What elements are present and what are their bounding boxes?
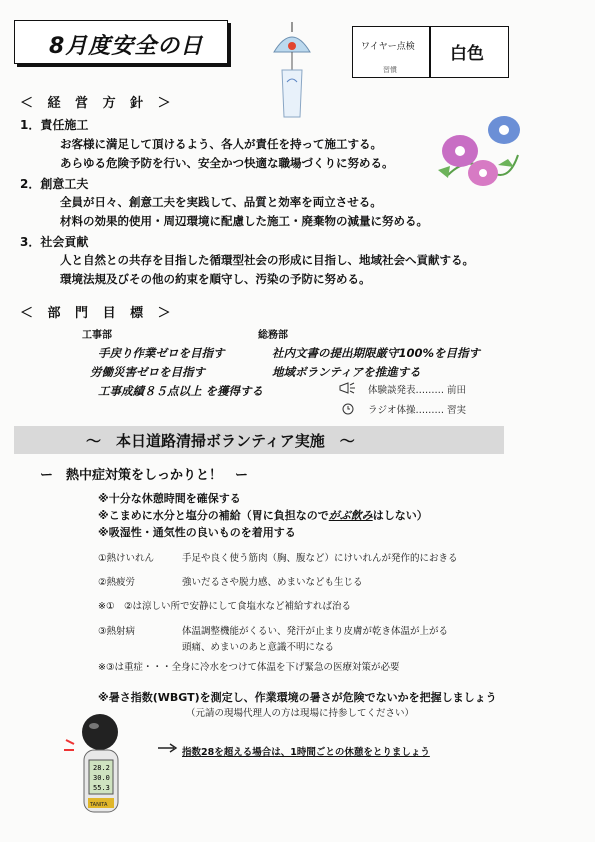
- note-speech: 体験談発表……… 前田: [368, 385, 467, 396]
- policy-item-3-line-2: 環境法規及びその他の約束を順守し、汚染の予防に努める。: [60, 272, 371, 286]
- wire-check-label: ワイヤー点検: [361, 42, 415, 52]
- megaphone-icon: [338, 381, 356, 395]
- dept-soumu-name: 総務部: [258, 330, 288, 341]
- soumu-goal-1: 社内文書の提出期限厳守100%を目指す: [272, 346, 481, 360]
- policy-item-3-head: 3．社会貢献: [20, 235, 89, 249]
- kouji-goal-1: 手戻り作業ゼロを目指す: [98, 346, 225, 360]
- heat-bullet-3: ※吸湿性・通気性の良いものを着用する: [98, 526, 296, 539]
- wire-check-stamp: 習慣: [383, 66, 397, 74]
- heat-heading: ー 熱中症対策をしっかりと！ ー: [40, 468, 249, 483]
- soumu-goal-2: 地域ボランティアを推進する: [272, 365, 421, 379]
- meter-brand: TANITA: [90, 802, 108, 808]
- dept-kouji-name: 工事部: [82, 330, 112, 341]
- heat-note-12: ※① ②は涼しい所で安静にして食塩水など補給すれば治る: [98, 601, 351, 612]
- policy-item-1-line-1: お客様に満足して頂けるよう、各人が責任を持って施工する。: [60, 137, 382, 151]
- page-title: 8月度安全の日: [49, 34, 204, 59]
- note-radio: ラジオ体操……… 習実: [368, 405, 467, 416]
- heat-bullet-2-emph: がぶ飲み: [328, 509, 373, 522]
- heat-type-3-name: ③熱射病: [98, 626, 136, 637]
- wire-color-value: 白色: [450, 44, 484, 64]
- heat-type-1-name: ①熱けいれん: [98, 553, 155, 564]
- kouji-goal-2: 労働災害ゼロを目指す: [90, 365, 205, 379]
- dept-heading: ＜ 部 門 目 標 ＞: [20, 306, 176, 321]
- wind-chime-icon: [262, 22, 322, 122]
- wbgt-meter-icon: [60, 710, 150, 820]
- heat-note-3: ※③は重症・・・全身に冷水をつけて体温を下げ緊急の医療対策が必要: [98, 662, 400, 673]
- volunteer-banner: [14, 426, 504, 454]
- meter-reading-3: 55.3: [93, 784, 110, 792]
- morning-glory-icon: [428, 115, 526, 195]
- policy-item-2-line-2: 材料の効果的使用・周辺環境に配慮した施工・廃棄物の減量に努める。: [60, 214, 428, 228]
- heat-bullet-2: [98, 507, 428, 523]
- policy-item-1-head: 1．責任施工: [20, 118, 89, 132]
- policy-heading: ＜ 経 営 方 針 ＞: [20, 96, 176, 111]
- policy-item-2-head: 2．創意工夫: [20, 177, 89, 191]
- policy-item-2-line-1: 全員が日々、創意工夫を実践して、品質と効率を両立させる。: [60, 195, 382, 209]
- wire-check-box: [352, 26, 509, 78]
- heat-type-2-name: ②熱疲労: [98, 577, 136, 588]
- policy-item-3-line-1: 人と自然との共存を目指した循環型社会の形成に目指し、地域社会へ貢献する。: [60, 253, 474, 267]
- wbgt-rule: 指数28を超える場合は、1時間ごとの休憩をとりましょう: [182, 747, 430, 758]
- policy-item-1-line-2: あらゆる危険予防を行い、安全かつ快適な職場づくりに努める。: [60, 156, 394, 170]
- meter-reading-2: 30.0: [93, 774, 110, 782]
- heat-bullet-1: ※十分な休憩時間を確保する: [98, 492, 241, 505]
- heat-bullet-2-a: ※こまめに水分と塩分の補給（胃に負担なので: [98, 509, 329, 522]
- heat-type-1-desc: 手足や良く使う筋肉（胸、腹など）にけいれんが発作的におきる: [182, 553, 458, 564]
- heat-type-3-desc-1: 体温調整機能がくるい、発汗が止まり皮膚が乾き体温が上がる: [182, 626, 449, 637]
- heat-type-3-desc-2: 頭痛、めまいのあと意識不明になる: [182, 642, 335, 653]
- wbgt-sub: （元請の現場代理人の方は現場に持参してください）: [186, 708, 415, 719]
- wbgt-text: ※暑さ指数(WBGT)を測定し、作業環境の暑さが危険でないかを把握しましょう: [98, 691, 497, 704]
- banner-text: ～ 本日道路清掃ボランティア実施 ～: [86, 432, 355, 450]
- arrow-right-icon: [158, 742, 180, 754]
- heat-bullet-2-b: はしない）: [372, 509, 428, 522]
- alarm-clock-icon: [340, 400, 356, 416]
- kouji-goal-3: 工事成績８５点以上 を獲得する: [98, 384, 264, 398]
- title-box: [14, 20, 228, 64]
- heat-type-2-desc: 強いだるさや脱力感、めまいなども生じる: [182, 577, 363, 588]
- meter-reading-1: 28.2: [93, 764, 110, 772]
